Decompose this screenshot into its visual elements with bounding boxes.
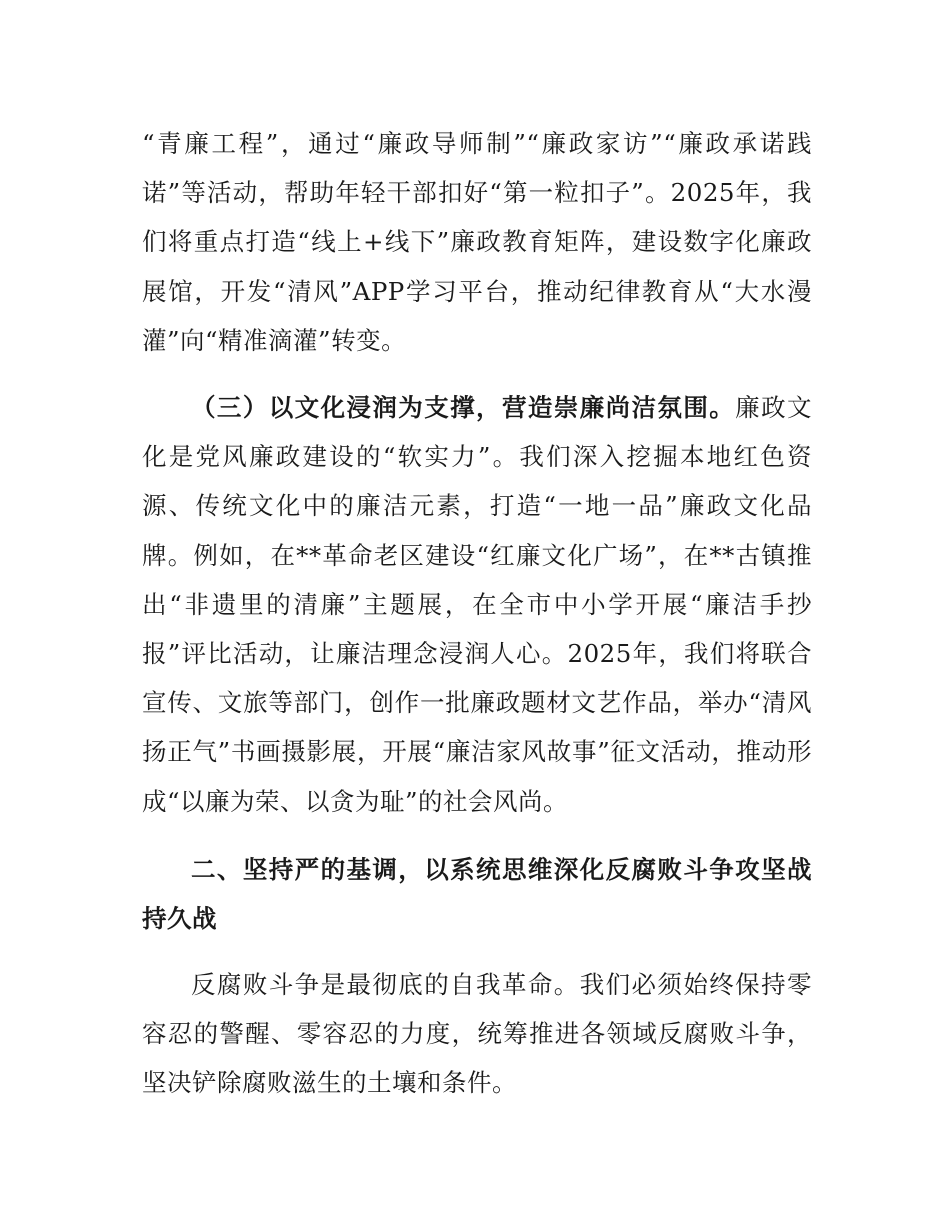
part-2-heading: 二、坚持严的基调，以系统思维深化反腐败斗争攻坚战持久战: [142, 855, 812, 934]
body-paragraph-section-3: [142, 383, 812, 826]
part-2-intro-paragraph: 反腐败斗争是最彻底的自我革命。我们必须始终保持零容忍的警醒、零容忍的力度，统筹推进各领域反腐败斗争，坚决铲除腐败滋生的土壤和条件。: [142, 970, 812, 1098]
body-paragraph-1: “青廉工程”，通过“廉政导师制”“廉政家访”“廉政承诺践诺”等活动，帮助年轻干部扣好“第一粒扣子”。2025年，我们将重点打造“线上+线下”廉政教育矩阵，建设数字化廉政展馆，开发“清风”APP学习平台，推动纪律教育从“大水漫灌”向“精准滴灌”转变。: [142, 129, 812, 355]
section-3-body: 廉政文化是党风廉政建设的“软实力”。我们深入挖掘本地红色资源、传统文化中的廉洁元素，打造“一地一品”廉政文化品牌。例如，在**革命老区建设“红廉文化广场”，在**古镇推出“非遗里的清廉”主题展，在全市中小学开展“廉洁手抄报”评比活动，让廉洁理念浸润人心。2025年，我们将联合宣传、文旅等部门，创作一批廉政题材文艺作品，举办“清风扬正气”书画摄影展，开展“廉洁家风故事”征文活动，推动形成“以廉为荣、以贪为耻”的社会风尚。: [142, 393, 812, 816]
section-3-heading: （三）以文化浸润为支撑，营造崇廉尚洁氛围。: [191, 393, 736, 422]
